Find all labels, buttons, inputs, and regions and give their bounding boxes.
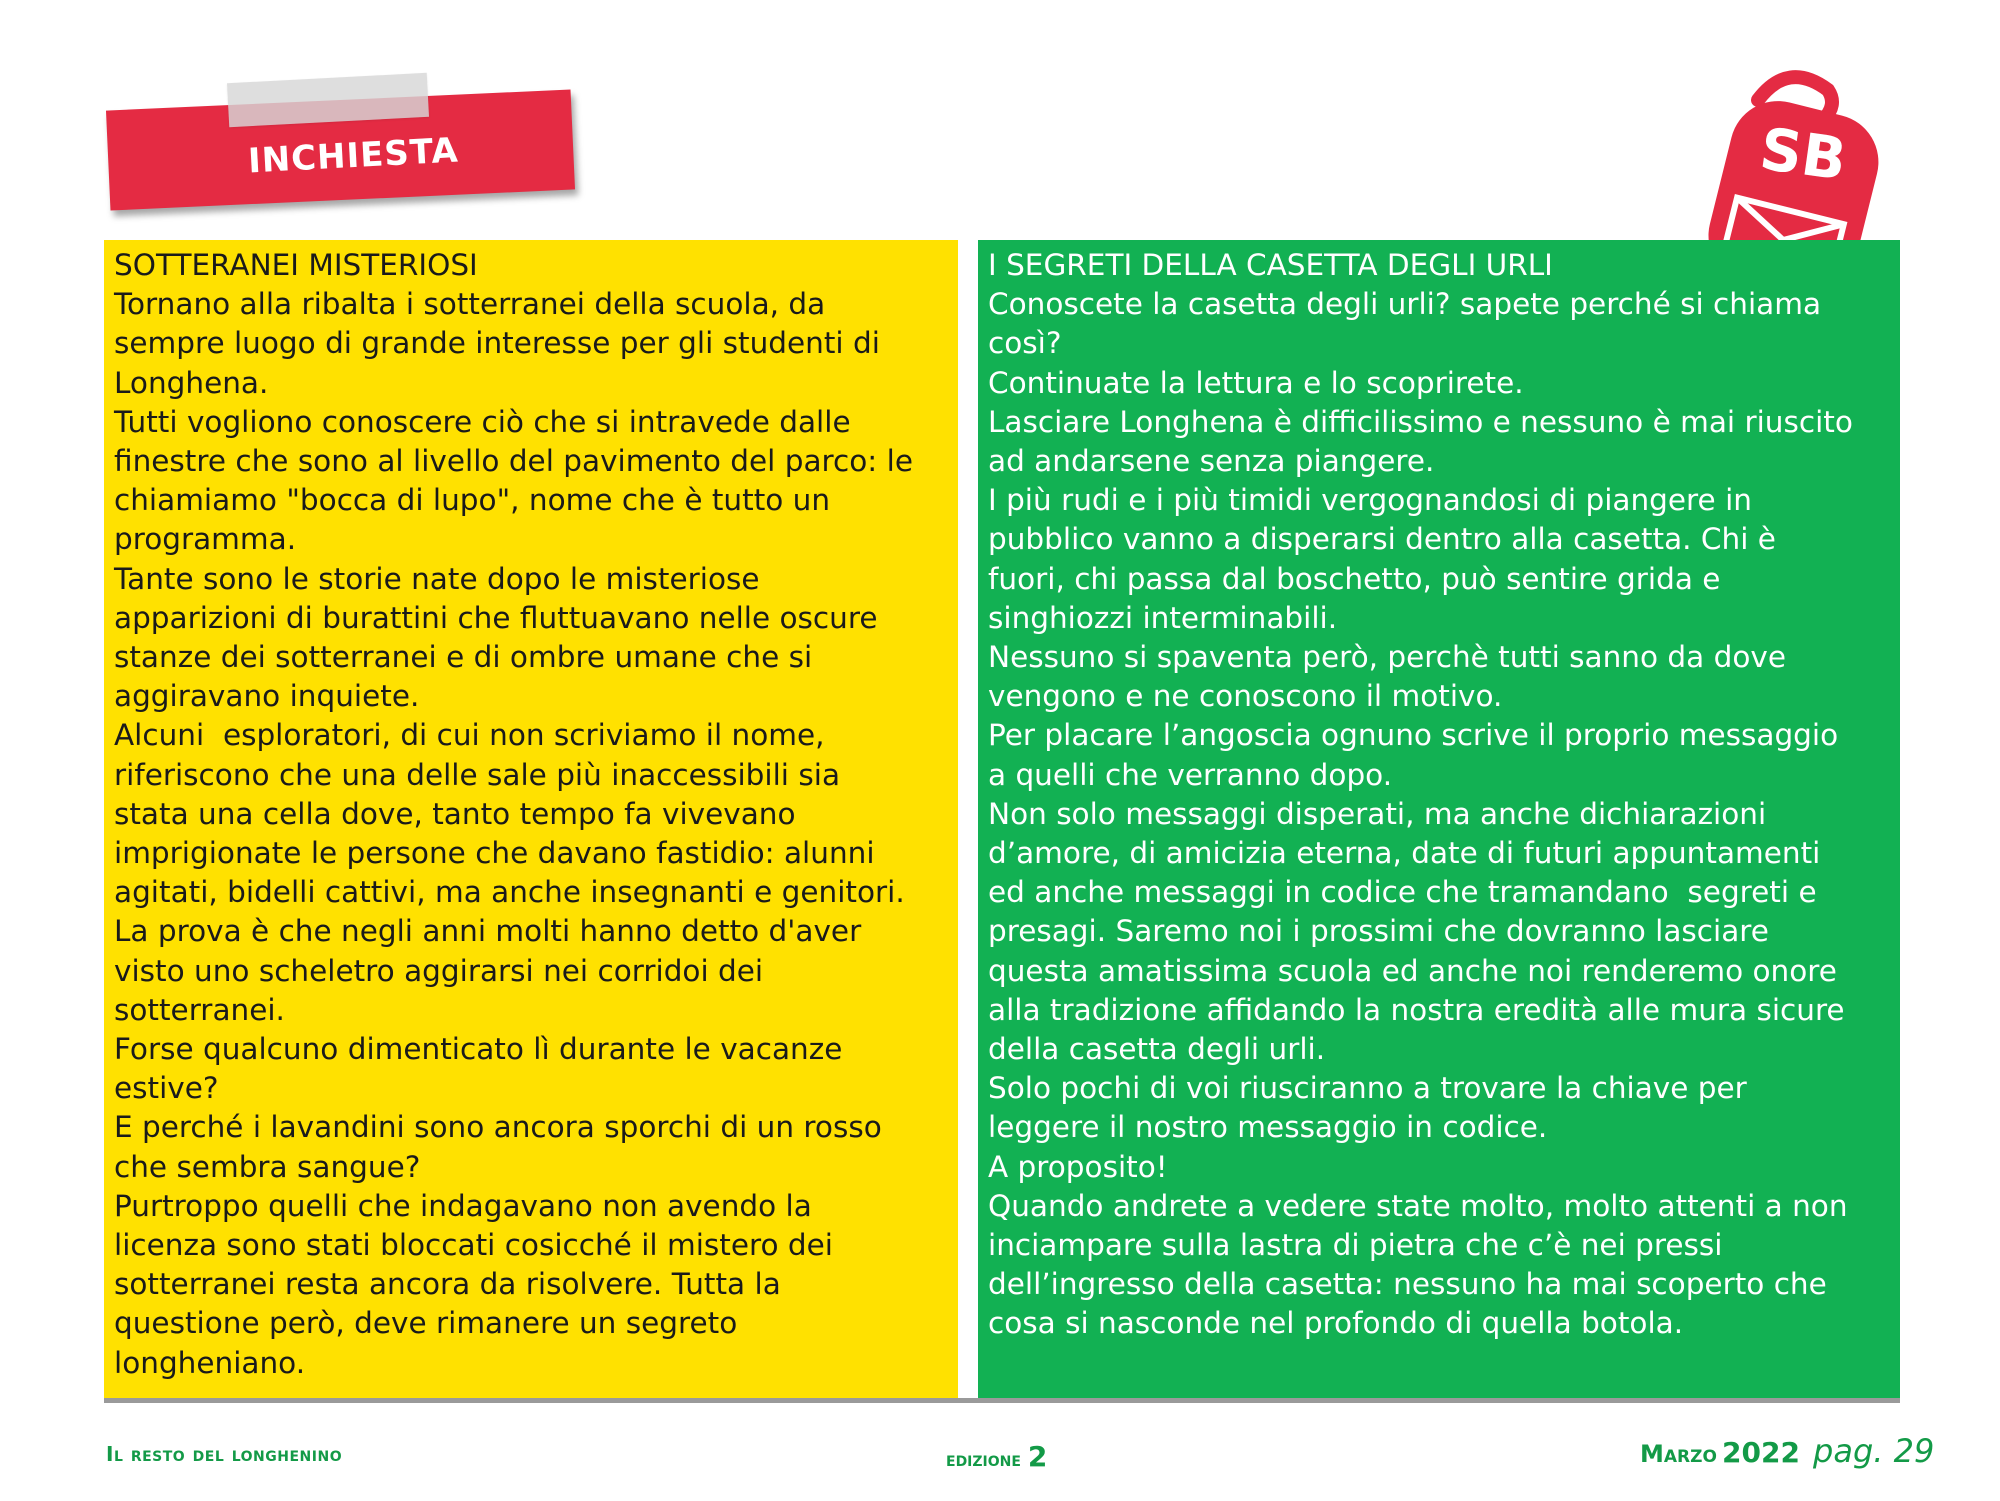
footer-page-number: pag. 29 (1813, 1432, 1935, 1470)
logo-text: SB (1755, 114, 1851, 194)
footer-edition-label: edizione (946, 1447, 1021, 1471)
article-sotterranei: SOTTERANEI MISTERIOSI Tornano alla ribalta i sotterranei della scuola, da sempre luogo di grande interesse per gli studenti di Longhena. Tutti vogliono conoscere ciò che si intravede dalle finestre che sono al livello del pavimento del parco: le chiamiamo "bocca di lupo", nome che è tutto un programma. Tante sono le storie nate dopo le misteriose apparizioni di burattini che fluttuavano nelle oscure stanze dei sotterranei e di ombre umane che si aggiravano inquiete. Alcuni esploratori, di cui non scriviamo il nome, riferiscono che una delle sale più inaccessibili sia stata una cella dove, tanto tempo fa vivevano imprigionate le persone che davano fastidio: alunni agitati, bidelli cattivi, ma anche insegnanti e genitori. La prova è che negli anni molti hanno detto d'aver visto uno scheletro aggirarsi nei corridoi dei sotterranei. Forse qualcuno dimenticato lì durante le vacanze estive? E perché i lavandini sono ancora sporchi di un rosso che sembra sangue? Purtroppo quelli che indagavano non avendo la licenza sono stati bloccati cosicché il mistero dei sotterranei resta ancora da risolvere. Tutta la questione però, deve rimanere un segreto longheniano. (104, 240, 958, 1400)
section-tab-label: INCHIESTA (247, 130, 460, 182)
footer-year: 2022 (1722, 1436, 1800, 1469)
section-tab (108, 88, 578, 208)
footer-edition (946, 1440, 1047, 1473)
footer-month: Marzo (1640, 1440, 1717, 1468)
footer-publication: Il resto del longhenino (106, 1442, 343, 1466)
bottom-divider (104, 1398, 1900, 1403)
footer-date-page (1640, 1432, 1934, 1470)
footer-edition-number: 2 (1027, 1440, 1048, 1473)
article-casetta-degli-urli: I SEGRETI DELLA CASETTA DEGLI URLI Conoscete la casetta degli urli? sapete perché si chiama così? Continuate la lettura e lo scoprirete. Lasciare Longhena è difficilissimo e nessuno è mai riuscito ad andarsene senza piangere. I più rudi e i più timidi vergognandosi di piangere in pubblico vanno a disperarsi dentro alla casetta. Chi è fuori, chi passa dal boschetto, può sentire grida e singhiozzi interminabili. Nessuno si spaventa però, perchè tutti sanno da dove vengono e ne conoscono il motivo. Per placare l’angoscia ognuno scrive il proprio messaggio a quelli che verranno dopo. Non solo messaggi disperati, ma anche dichiarazioni d’amore, di amicizia eterna, date di futuri appuntamenti ed anche messaggi in codice che tramandano segreti e presagi. Saremo noi i prossimi che dovranno lasciare questa amatissima scuola ed anche noi renderemo onore alla tradizione affidando la nostra eredità alle mura sicure della casetta degli urli. Solo pochi di voi riusciranno a trovare la chiave per leggere il nostro messaggio in codice. A proposito! Quando andrete a vedere state molto, molto attenti a non inciampare sulla lastra di pietra che c’è nei pressi dell’ingresso della casetta: nessuno ha mai scoperto che cosa si nasconde nel profondo di quella botola. (978, 240, 1900, 1400)
